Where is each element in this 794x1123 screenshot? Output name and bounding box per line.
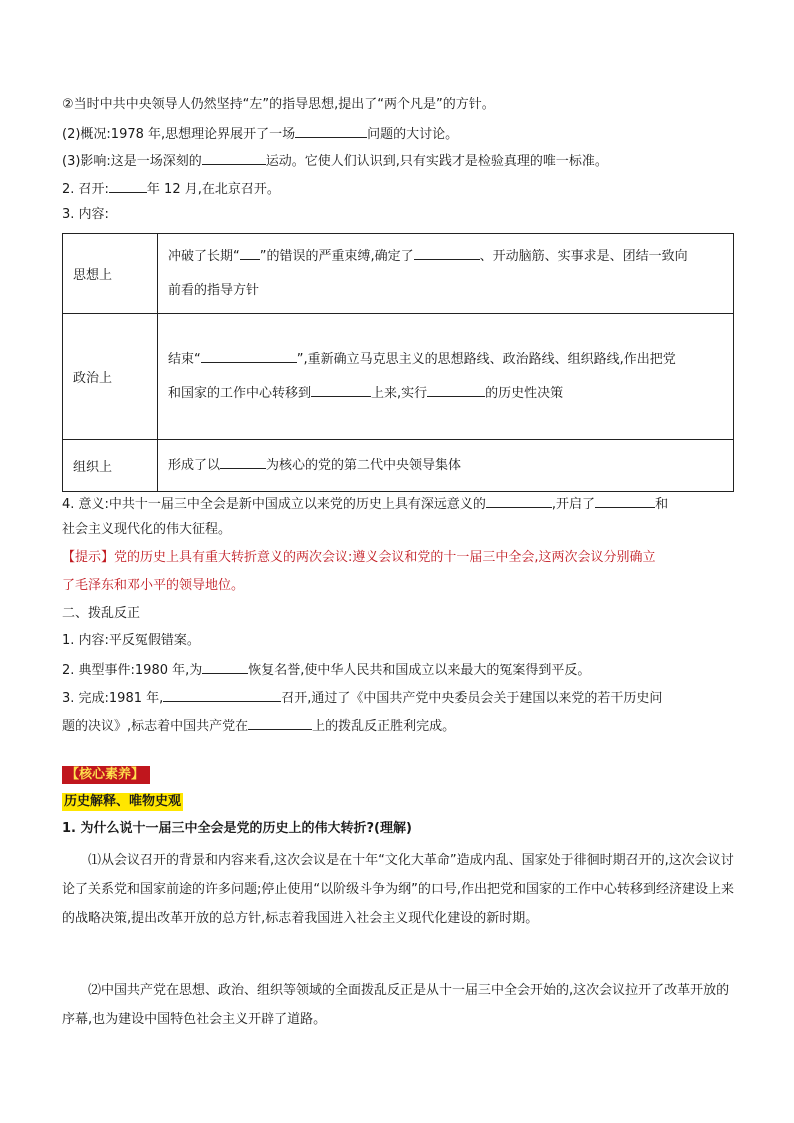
content-table (62, 233, 734, 492)
fill-blank (486, 494, 552, 508)
text-segment: ”的错误的严重束缚,确定了 (259, 248, 414, 264)
text-segment: 结束“ (168, 351, 201, 367)
question-heading: 1. 为什么说十一届三中全会是党的历史上的伟大转折?(理解) (62, 821, 412, 836)
fill-blank (295, 124, 367, 138)
text-segment: 4. 意义:中共十一届三中全会是新中国成立以来党的历史上具有深远意义的 (62, 497, 486, 512)
fill-blank (414, 246, 480, 260)
row-head: 组织上 (63, 440, 158, 492)
text-line: 1. 内容:平反冤假错案。 (62, 633, 200, 648)
text-segment: 、开动脑筋、实事求是、团结一致向 (479, 248, 688, 264)
hint-line: 【提示】党的历史上具有重大转折意义的两次会议:遵义会议和党的十一届三中全会,这两次会议分别确立 (62, 550, 656, 565)
highlight-heading: 历史解释、唯物史观 (64, 794, 182, 809)
row-head: 思想上 (63, 234, 158, 314)
text-line (62, 716, 455, 736)
text-segment: (2)概况:1978 年,思想理论界展开了一场 (62, 127, 296, 142)
text-segment: 冲破了长期“ (168, 248, 240, 264)
text-segment: 2. 典型事件:1980 年,为 (62, 663, 203, 678)
fill-blank (427, 383, 485, 397)
text-line (62, 151, 608, 171)
fill-blank (202, 660, 248, 674)
hint-line: 了毛泽东和邓小平的领导地位。 (62, 578, 245, 593)
text-segment: 年 12 月,在北京召开。 (146, 182, 280, 197)
row-body (158, 314, 734, 440)
row-body (158, 234, 734, 314)
answer-paragraph: ⑵中国共产党在思想、政治、组织等领域的全面拨乱反正是从十一届三中全会开始的,这次会议拉开了改革开放的序幕,也为建设中国特色社会主义开辟了道路。 (62, 983, 730, 1027)
text-line: 3. 内容: (62, 207, 109, 222)
table-row (63, 314, 734, 440)
fill-blank (311, 383, 371, 397)
fill-blank (595, 494, 655, 508)
text-line (62, 124, 458, 144)
answer-paragraph: ⑴从会议召开的背景和内容来看,这次会议是在十年“文化大革命”造成内乱、国家处于徘徊时期召开的,这次会议讨论了关系党和国家前途的许多问题;停止使用“以阶级斗争为纲”的口号,作出把党和国家的工作中心转移到经济建设上来的战略决策,提出改革开放的总方针,标志着我国进入社会主义现代化建设的新时期。 (62, 853, 734, 926)
text-segment: 和国家的工作中心转移到 (168, 385, 312, 401)
text-segment: 的历史性决策 (485, 385, 564, 401)
text-segment: ”,重新确立马克思主义的思想路线、政治路线、组织路线,作出把党 (296, 351, 676, 367)
fill-blank (109, 179, 147, 193)
table-row (63, 234, 734, 314)
table-row (63, 440, 734, 492)
core-literacy-tag: 【核心素养】 (62, 766, 150, 784)
text-segment: 形成了以 (168, 457, 221, 473)
text-segment: 3. 完成:1981 年, (62, 691, 164, 706)
text-segment: ,开启了 (551, 497, 596, 512)
fill-blank (220, 455, 266, 469)
text-segment: 上的拨乱反正胜利完成。 (312, 719, 456, 734)
section-title: 二、拨乱反正 (62, 606, 141, 621)
row-body (158, 440, 734, 492)
fill-blank (248, 716, 312, 730)
text-line (62, 688, 662, 708)
text-segment: 恢复名誉,使中华人民共和国成立以来最大的冤案得到平反。 (248, 663, 591, 678)
text-segment: 前看的指导方针 (168, 282, 260, 298)
text-segment: 为核心的党的第二代中央领导集体 (266, 457, 462, 473)
text-line: 社会主义现代化的伟大征程。 (62, 522, 232, 537)
fill-blank (202, 151, 266, 165)
text-segment: 召开,通过了《中国共产党中央委员会关于建国以来党的若干历史问 (281, 691, 663, 706)
text-line (62, 179, 280, 199)
text-segment: 题的决议》,标志着中国共产党在 (62, 719, 249, 734)
text-segment: 运动。它使人们认识到,只有实践才是检验真理的唯一标准。 (265, 154, 608, 169)
fill-blank (201, 349, 297, 363)
text-segment: (3)影响:这是一场深刻的 (62, 154, 202, 169)
text-line (62, 660, 590, 680)
text-segment: 上来,实行 (371, 385, 428, 401)
text-segment: 2. 召开: (62, 182, 109, 197)
fill-blank (240, 246, 260, 260)
text-line: ②当时中共中央领导人仍然坚持“左”的指导思想,提出了“两个凡是”的方针。 (62, 97, 495, 112)
row-head: 政治上 (63, 314, 158, 440)
text-segment: 和 (655, 497, 669, 512)
text-line (62, 494, 668, 514)
text-segment: 问题的大讨论。 (367, 127, 459, 142)
fill-blank (163, 688, 281, 702)
